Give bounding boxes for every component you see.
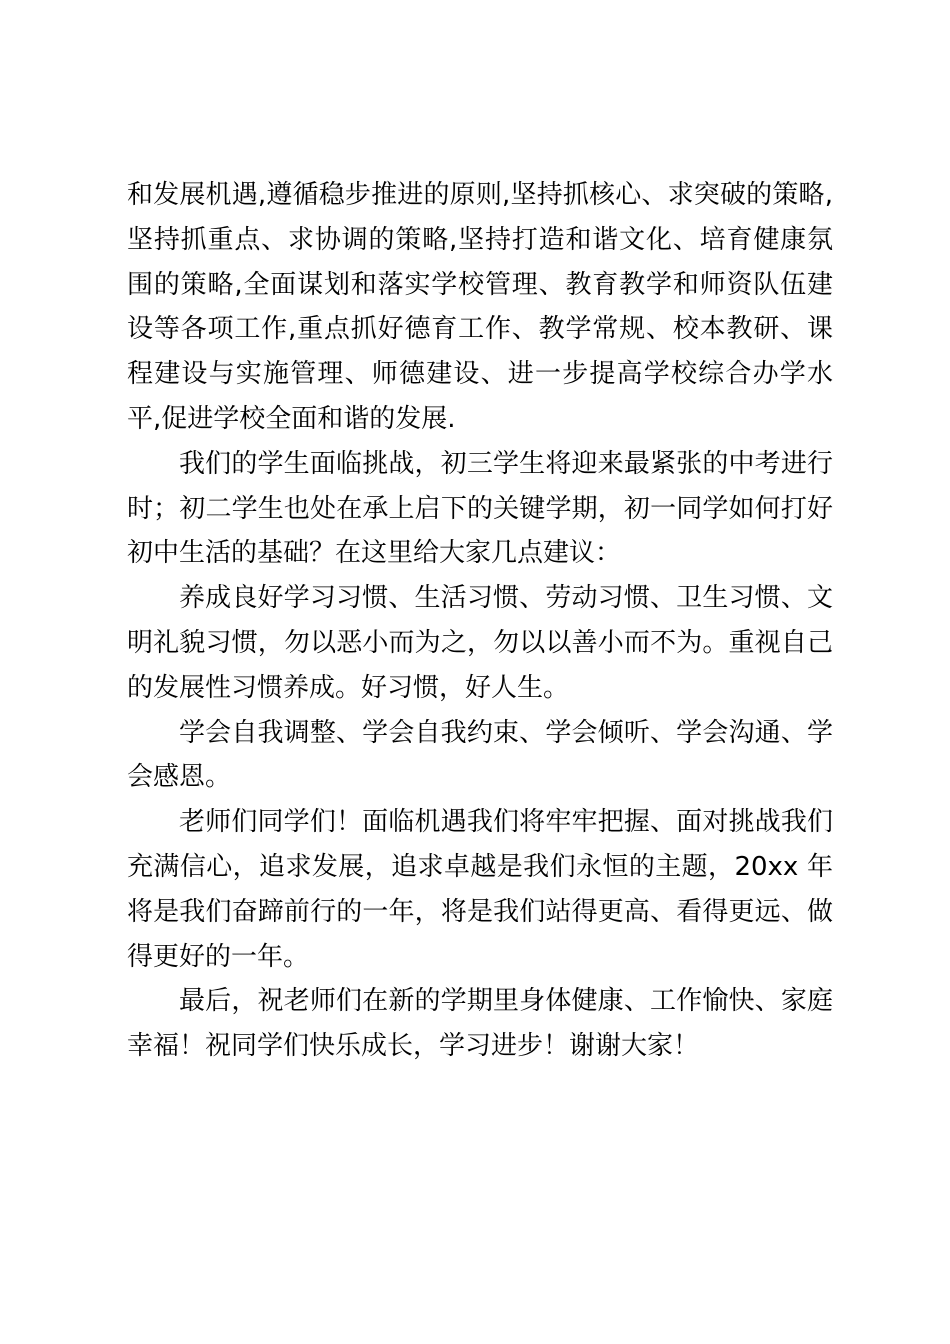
paragraph-teachers-students: 老师们同学们！面临机遇我们将牢牢把握、面对挑战我们充满信心，追求发展，追求卓越是我们永恒的主题，20xx 年将是我们奋蹄前行的一年，将是我们站得更高、看得更远、做得更好的一年。 bbox=[127, 807, 833, 972]
document-body bbox=[127, 173, 833, 1069]
paragraph-closing-wishes: 最后，祝老师们在新的学期里身体健康、工作愉快、家庭幸福！祝同学们快乐成长，学习进步！谢谢大家！ bbox=[127, 986, 833, 1062]
paragraph-self-management: 学会自我调整、学会自我约束、学会倾听、学会沟通、学会感恩。 bbox=[127, 717, 833, 793]
paragraph-continued: 和发展机遇,遵循稳步推进的原则,坚持抓核心、求突破的策略,坚持抓重点、求协调的策略,坚持打造和谐文化、培育健康氛围的策略,全面谋划和落实学校管理、教育教学和师资队伍建设等各项工作,重点抓好德育工作、教学常规、校本教研、课程建设与实施管理、师德建设、进一步提高学校综合办学水平,促进学校全面和谐的发展. bbox=[127, 180, 833, 434]
paragraph-students-challenge: 我们的学生面临挑战，初三学生将迎来最紧张的中考进行时；初二学生也处在承上启下的关键学期，初一同学如何打好初中生活的基础？在这里给大家几点建议： bbox=[127, 448, 833, 569]
paragraph-good-habits: 养成良好学习习惯、生活习惯、劳动习惯、卫生习惯、文明礼貌习惯，勿以恶小而为之，勿以以善小而不为。重视自己的发展性习惯养成。好习惯，好人生。 bbox=[127, 583, 833, 703]
